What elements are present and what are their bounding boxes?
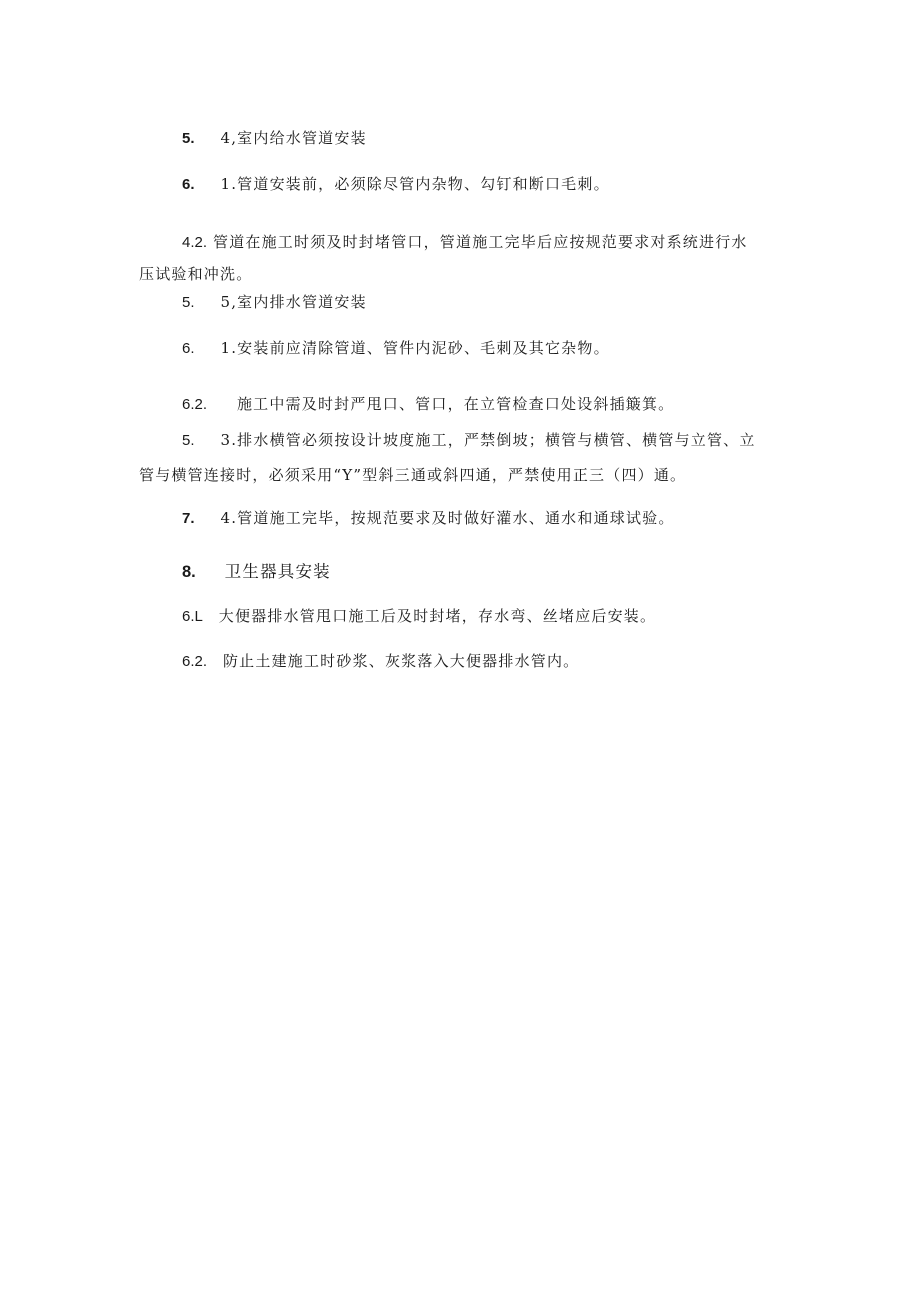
item-number: 5. xyxy=(182,130,195,147)
item-text: 5,室内排水管道安装 xyxy=(220,293,367,311)
item-number: 6. xyxy=(182,176,195,193)
paragraph-item xyxy=(182,606,656,627)
item-text: 压试验和冲洗。 xyxy=(139,265,253,283)
item-number: 6.2. xyxy=(182,653,208,670)
item-number: 4.2. xyxy=(182,234,208,251)
paragraph-item xyxy=(182,430,756,451)
paragraph-continuation xyxy=(139,264,252,284)
item-text: 4.管道施工完毕，按规范要求及时做好灌水、通水和通球试验。 xyxy=(220,509,675,527)
item-number: 6. xyxy=(182,340,195,357)
paragraph-item xyxy=(182,508,675,529)
item-text: 4,室内给水管道安装 xyxy=(220,129,367,147)
item-number: 7. xyxy=(182,510,195,527)
item-text: 1.管道安装前，必须除尽管内杂物、勾钉和断口毛刺。 xyxy=(220,175,610,193)
item-text: 3.排水横管必须按设计坡度施工，严禁倒坡；横管与横管、横管与立管、立 xyxy=(220,431,756,449)
item-text: 卫生器具安装 xyxy=(224,562,331,581)
section-heading-5-4 xyxy=(182,128,367,149)
item-text: 管道在施工时须及时封堵管口，管道施工完毕后应按规范要求对系统进行水 xyxy=(213,233,748,251)
item-text: 防止土建施工时砂浆、灰浆落入大便器排水管内。 xyxy=(222,652,580,670)
item-number: 5. xyxy=(182,432,195,449)
paragraph-item xyxy=(182,651,579,672)
item-number: 5. xyxy=(182,294,195,311)
paragraph-item xyxy=(182,394,674,415)
item-number: 6.2. xyxy=(182,396,208,413)
paragraph-item xyxy=(182,232,748,253)
paragraph-continuation xyxy=(139,465,686,485)
item-number: 8. xyxy=(182,563,196,581)
item-text: 施工中需及时封严甩口、管口，在立管检查口处设斜插簸箕。 xyxy=(236,395,675,413)
item-text: 1.安装前应清除管道、管件内泥砂、毛刺及其它杂物。 xyxy=(220,339,610,357)
section-heading-8 xyxy=(182,562,331,582)
item-number: 6.L xyxy=(182,608,203,625)
item-text: 管与横管连接时，必须采用“Y”型斜三通或斜四通，严禁使用正三（四）通。 xyxy=(139,466,687,484)
paragraph-item xyxy=(182,338,610,359)
item-text: 大便器排水管甩口施工后及时封堵，存水弯、丝堵应后安装。 xyxy=(218,607,657,625)
section-heading-5-5 xyxy=(182,292,367,313)
paragraph-item xyxy=(182,174,610,195)
